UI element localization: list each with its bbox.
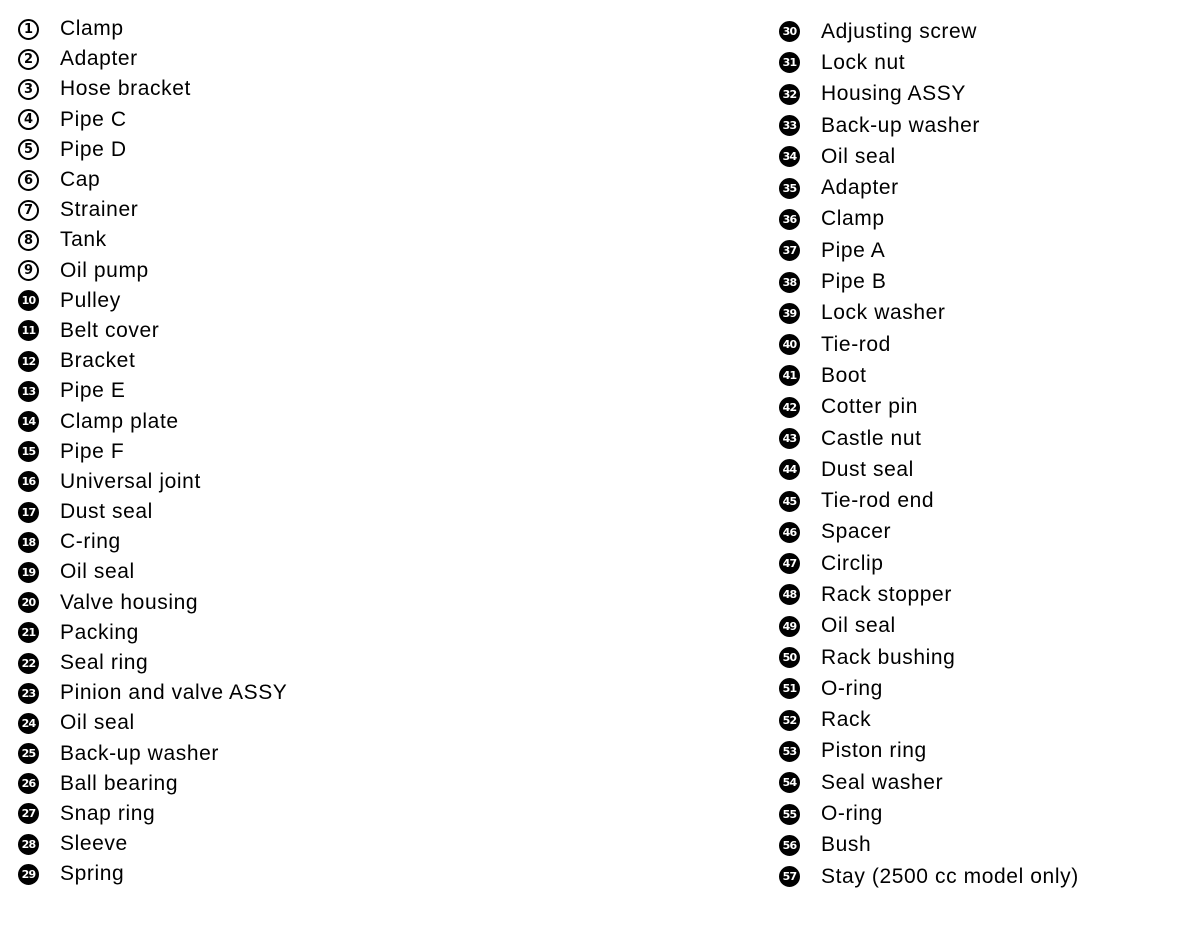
part-item	[779, 204, 1079, 235]
part-number-badge: 51	[779, 678, 800, 699]
part-item	[18, 829, 287, 859]
part-number-badge: 17	[18, 502, 39, 523]
part-name: Tie-rod	[821, 332, 891, 356]
part-name: Oil seal	[821, 614, 896, 638]
part-item	[18, 497, 287, 527]
part-item	[18, 769, 287, 799]
part-item	[18, 44, 287, 74]
part-number-badge: 46	[779, 522, 800, 543]
part-name: Rack bushing	[821, 645, 956, 669]
part-name: Seal washer	[821, 770, 944, 794]
part-number-badge: 34	[779, 146, 800, 167]
part-item	[779, 830, 1079, 861]
part-number-badge: 10	[18, 290, 39, 311]
part-number-badge: 1	[18, 19, 39, 40]
part-item	[18, 708, 287, 738]
part-number-badge: 11	[18, 320, 39, 341]
part-number-badge: 20	[18, 592, 39, 613]
part-name: Boot	[821, 363, 867, 387]
part-item	[779, 705, 1079, 736]
part-name: C-ring	[60, 530, 121, 554]
part-item	[18, 105, 287, 135]
part-number-badge: 12	[18, 351, 39, 372]
part-number-badge: 7	[18, 200, 39, 221]
part-number-badge: 16	[18, 471, 39, 492]
part-item	[779, 861, 1079, 892]
part-item	[18, 256, 287, 286]
part-name: Piston ring	[821, 739, 927, 763]
part-name: Adapter	[60, 47, 138, 71]
part-item	[779, 110, 1079, 141]
part-name: Pipe F	[60, 439, 125, 463]
part-item	[779, 454, 1079, 485]
part-name: Back-up washer	[60, 741, 219, 765]
part-number-badge: 25	[18, 743, 39, 764]
part-number-badge: 32	[779, 84, 800, 105]
part-name: Ball bearing	[60, 771, 179, 795]
part-name: Rack	[821, 708, 872, 732]
part-number-badge: 55	[779, 804, 800, 825]
part-name: Sleeve	[60, 832, 128, 856]
part-name: Lock washer	[821, 301, 946, 325]
part-item	[18, 286, 287, 316]
part-item	[779, 423, 1079, 454]
part-item	[18, 739, 287, 769]
part-number-badge: 21	[18, 622, 39, 643]
parts-list-left	[18, 14, 287, 889]
part-number-badge: 31	[779, 52, 800, 73]
part-name: Rack stopper	[821, 582, 952, 606]
part-item	[779, 329, 1079, 360]
part-name: Valve housing	[60, 590, 199, 614]
part-number-badge: 13	[18, 381, 39, 402]
part-item	[18, 648, 287, 678]
part-item	[779, 298, 1079, 329]
part-name: Belt cover	[60, 318, 160, 342]
part-number-badge: 9	[18, 260, 39, 281]
part-item	[779, 673, 1079, 704]
part-item	[18, 799, 287, 829]
part-name: Stay (2500 cc model only)	[821, 864, 1079, 888]
part-name: Lock nut	[821, 50, 906, 74]
part-item	[779, 47, 1079, 78]
part-item	[18, 527, 287, 557]
part-name: Pulley	[60, 288, 121, 312]
part-name: Adapter	[821, 176, 899, 200]
part-number-badge: 54	[779, 772, 800, 793]
part-number-badge: 48	[779, 584, 800, 605]
part-number-badge: 28	[18, 834, 39, 855]
part-item	[18, 225, 287, 255]
part-name: Dust seal	[60, 500, 153, 524]
part-number-badge: 52	[779, 710, 800, 731]
part-item	[779, 16, 1079, 47]
part-name: Strainer	[60, 198, 139, 222]
part-item	[779, 235, 1079, 266]
part-name: Snap ring	[60, 801, 156, 825]
part-name: Castle nut	[821, 426, 922, 450]
part-name: Pipe B	[821, 270, 887, 294]
part-name: Housing ASSY	[821, 82, 966, 106]
part-name: Pipe A	[821, 238, 886, 262]
part-name: Oil seal	[60, 560, 135, 584]
part-number-badge: 2	[18, 49, 39, 70]
part-number-badge: 42	[779, 397, 800, 418]
part-number-badge: 38	[779, 272, 800, 293]
part-number-badge: 23	[18, 683, 39, 704]
part-number-badge: 18	[18, 532, 39, 553]
part-item	[18, 406, 287, 436]
part-name: Clamp	[821, 207, 885, 231]
part-name: Clamp	[60, 17, 124, 41]
part-name: Pipe D	[60, 137, 127, 161]
part-item	[18, 74, 287, 104]
part-number-badge: 50	[779, 647, 800, 668]
part-item	[18, 195, 287, 225]
part-number-badge: 37	[779, 240, 800, 261]
part-item	[779, 548, 1079, 579]
part-name: Spring	[60, 862, 125, 886]
part-item	[779, 266, 1079, 297]
part-item	[779, 79, 1079, 110]
part-number-badge: 57	[779, 866, 800, 887]
part-item	[18, 165, 287, 195]
part-item	[779, 579, 1079, 610]
part-number-badge: 36	[779, 209, 800, 230]
part-name: Packing	[60, 620, 139, 644]
part-number-badge: 26	[18, 773, 39, 794]
part-name: Adjusting screw	[821, 19, 978, 43]
part-name: Bush	[821, 833, 872, 857]
part-number-badge: 44	[779, 459, 800, 480]
part-number-badge: 49	[779, 616, 800, 637]
part-name: Clamp plate	[60, 409, 179, 433]
part-number-badge: 27	[18, 803, 39, 824]
part-item	[18, 618, 287, 648]
part-item	[779, 642, 1079, 673]
part-number-badge: 39	[779, 303, 800, 324]
part-number-badge: 41	[779, 365, 800, 386]
part-number-badge: 30	[779, 21, 800, 42]
part-name: Dust seal	[821, 457, 914, 481]
part-item	[18, 376, 287, 406]
part-item	[779, 141, 1079, 172]
part-item	[779, 517, 1079, 548]
part-item	[779, 611, 1079, 642]
part-item	[779, 485, 1079, 516]
part-name: Oil seal	[821, 144, 896, 168]
part-item	[18, 588, 287, 618]
part-number-badge: 53	[779, 741, 800, 762]
part-item	[779, 392, 1079, 423]
part-number-badge: 43	[779, 428, 800, 449]
part-number-badge: 3	[18, 79, 39, 100]
part-name: Seal ring	[60, 651, 149, 675]
part-number-badge: 29	[18, 864, 39, 885]
part-name: Cap	[60, 168, 101, 192]
part-item	[18, 557, 287, 587]
part-item	[18, 346, 287, 376]
part-item	[18, 135, 287, 165]
part-number-badge: 14	[18, 411, 39, 432]
part-name: O-ring	[821, 802, 883, 826]
part-name: Back-up washer	[821, 113, 980, 137]
part-number-badge: 24	[18, 713, 39, 734]
part-number-badge: 35	[779, 178, 800, 199]
part-name: Oil pump	[60, 258, 149, 282]
part-name: Universal joint	[60, 469, 201, 493]
part-item	[779, 172, 1079, 203]
part-number-badge: 47	[779, 553, 800, 574]
part-name: Tie-rod end	[821, 489, 935, 513]
part-number-badge: 45	[779, 491, 800, 512]
part-name: Pinion and valve ASSY	[60, 681, 288, 705]
part-number-badge: 56	[779, 835, 800, 856]
part-name: Hose bracket	[60, 77, 191, 101]
part-name: Spacer	[821, 520, 892, 544]
part-name: Cotter pin	[821, 395, 919, 419]
part-number-badge: 15	[18, 441, 39, 462]
part-name: Tank	[60, 228, 107, 252]
part-name: Oil seal	[60, 711, 135, 735]
part-name: Pipe E	[60, 379, 126, 403]
part-item	[18, 316, 287, 346]
part-number-badge: 8	[18, 230, 39, 251]
part-item	[18, 14, 287, 44]
parts-list-right	[779, 16, 1079, 892]
part-number-badge: 6	[18, 170, 39, 191]
part-name: Bracket	[60, 349, 136, 373]
part-item	[779, 736, 1079, 767]
part-number-badge: 40	[779, 334, 800, 355]
part-item	[18, 678, 287, 708]
part-item	[779, 767, 1079, 798]
part-number-badge: 33	[779, 115, 800, 136]
part-number-badge: 19	[18, 562, 39, 583]
part-number-badge: 5	[18, 139, 39, 160]
part-number-badge: 4	[18, 109, 39, 130]
part-item	[779, 360, 1079, 391]
part-item	[18, 859, 287, 889]
part-name: O-ring	[821, 676, 883, 700]
part-name: Circlip	[821, 551, 884, 575]
part-item	[779, 798, 1079, 829]
part-name: Pipe C	[60, 107, 127, 131]
part-item	[18, 467, 287, 497]
part-number-badge: 22	[18, 653, 39, 674]
part-item	[18, 437, 287, 467]
